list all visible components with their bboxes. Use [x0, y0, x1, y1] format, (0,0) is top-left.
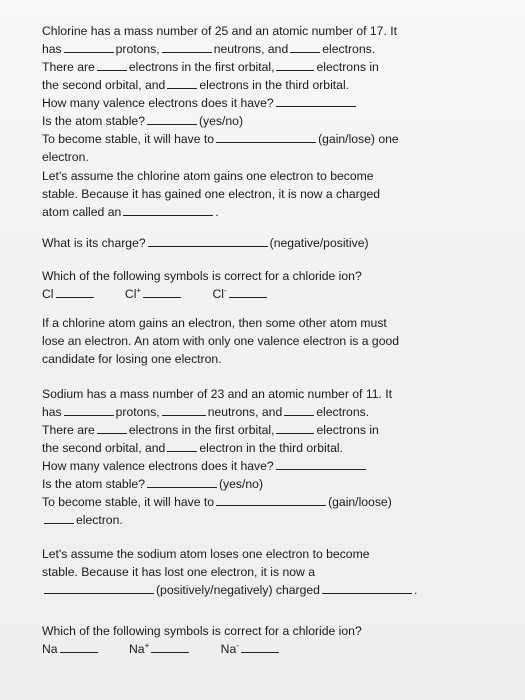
symbol-na-plus: Na [128, 642, 145, 656]
charge-direction-blank[interactable] [44, 582, 154, 594]
third-orbital-blank[interactable] [167, 440, 197, 452]
chlorine-become-stable-line [42, 130, 482, 148]
superscript: + [136, 285, 142, 295]
text: stable. Because it has lost one electron, it is now a [42, 565, 316, 579]
sodium-third-orbital-line [42, 439, 482, 457]
text-line [42, 314, 482, 332]
first-orbital-blank[interactable] [97, 422, 127, 434]
second-orbital-blank[interactable] [276, 422, 314, 434]
chlorine-charge-question [42, 234, 482, 252]
text: protons, [115, 405, 160, 419]
electron-count-blank[interactable] [44, 512, 74, 524]
text: (gain/loose) [328, 495, 392, 509]
text: To become stable, it will have to [42, 495, 215, 509]
neutrons-blank[interactable] [162, 404, 206, 416]
text-line [42, 350, 482, 368]
symbol-na-blank[interactable] [60, 641, 98, 653]
text: (negative/positive) [269, 236, 369, 250]
text: electron in the third orbital. [199, 441, 343, 455]
text: protons, [115, 42, 160, 56]
text-line [42, 185, 482, 203]
electrons-blank[interactable] [284, 404, 314, 416]
ion-blank[interactable] [322, 582, 412, 594]
chlorine-questions [42, 22, 482, 166]
text: electron. [76, 513, 123, 527]
text: Chlorine has a mass number of 25 and an atomic number of 17. It [42, 24, 397, 38]
symbol-options [42, 285, 482, 303]
sodium-orbital-line [42, 421, 482, 439]
text-line [42, 563, 482, 581]
sodium-intro [42, 385, 482, 403]
text: Is the atom stable? [42, 114, 145, 128]
chlorine-gains-electron [42, 167, 482, 221]
neutrons-blank[interactable] [162, 41, 212, 53]
text: Let's assume the chlorine atom gains one electron to become [42, 169, 374, 183]
text-line: atom called an . [42, 205, 219, 219]
text: Let's assume the sodium atom loses one electron to become [42, 547, 370, 561]
text: Is the atom stable? [42, 477, 145, 491]
text-line [42, 267, 482, 285]
gain-lose-blank[interactable] [216, 494, 326, 506]
text: Which of the following symbols is correct for a chloride ion? [42, 624, 362, 638]
symbol-na-minus: Na [220, 642, 237, 656]
chlorine-intro [42, 22, 482, 40]
text: (gain/lose) one [318, 132, 399, 146]
text: (positively/negatively) charged [156, 583, 320, 597]
chlorine-electron-line [42, 148, 482, 166]
first-orbital-blank[interactable] [97, 59, 127, 71]
sodium-stable-line [42, 475, 482, 493]
text: How many valence electrons does it have? [42, 459, 274, 473]
text: electrons in the first orbital, [128, 423, 275, 437]
symbol-na-plus-blank[interactable] [151, 641, 189, 653]
text: To become stable, it will have to [42, 132, 215, 146]
ion-blank[interactable] [123, 204, 213, 216]
text-line [42, 545, 482, 563]
third-orbital-blank[interactable] [167, 77, 197, 89]
superscript: + [144, 640, 150, 650]
text: (yes/no) [218, 477, 264, 491]
text-line [42, 234, 482, 252]
chlorine-particles-line [42, 40, 482, 58]
symbol-cl: Cl [42, 287, 54, 301]
symbol-na: Na [42, 642, 58, 656]
sodium-symbol-question [42, 622, 482, 658]
valence-blank[interactable] [276, 95, 356, 107]
stable-blank[interactable] [147, 113, 197, 125]
protons-blank[interactable] [64, 404, 114, 416]
text: electrons in the third orbital. [199, 78, 350, 92]
superscript: - [236, 640, 239, 650]
text: atom called an [42, 205, 122, 219]
chloride-symbol-question [42, 267, 482, 303]
electrons-blank[interactable] [290, 41, 320, 53]
chlorine-stable-line [42, 112, 482, 130]
stable-blank[interactable] [147, 476, 217, 488]
text: stable. Because it has gained one electron, it is now a charged [42, 187, 381, 201]
second-orbital-blank[interactable] [276, 59, 314, 71]
sodium-become-stable-line [42, 493, 482, 511]
superscript: - [224, 285, 227, 295]
sodium-questions [42, 385, 482, 529]
electron-transfer-paragraph [42, 314, 482, 368]
sodium-loses-electron [42, 545, 482, 599]
text: electrons. [316, 405, 370, 419]
text: (yes/no) [198, 114, 244, 128]
text: electrons in [316, 60, 379, 74]
symbol-cl-minus: Cl [212, 287, 224, 301]
text: What is its charge? [42, 236, 146, 250]
text: electron. [42, 150, 89, 164]
text: electrons in the first orbital, [128, 60, 275, 74]
text: neutrons, and [207, 405, 283, 419]
text: Sodium has a mass number of 23 and an atomic number of 11. It [42, 387, 393, 401]
symbol-na-minus-blank[interactable] [241, 641, 279, 653]
text: the second orbital, and [42, 441, 166, 455]
text: If a chlorine atom gains an electron, then some other atom must [42, 316, 387, 330]
chlorine-orbital-line [42, 58, 482, 76]
text: There are [42, 60, 95, 74]
text: How many valence electrons does it have? [42, 96, 274, 110]
text-line: (positively/negatively) charged . [42, 581, 482, 599]
gain-lose-blank[interactable] [216, 131, 316, 143]
text-line [42, 167, 482, 185]
text: Which of the following symbols is correct for a chloride ion? [42, 269, 362, 283]
charge-blank[interactable] [148, 235, 268, 247]
chlorine-valence-line [42, 94, 482, 112]
text: There are [42, 423, 95, 437]
text-line [42, 622, 482, 640]
symbol-cl-minus-blank[interactable] [229, 286, 267, 298]
symbol-cl-plus-blank[interactable] [143, 286, 181, 298]
sodium-electron-line [42, 511, 482, 529]
symbol-cl-blank[interactable] [56, 286, 94, 298]
text-line [42, 332, 482, 350]
text: neutrons, and [213, 42, 289, 56]
text: the second orbital, and [42, 78, 166, 92]
text: electrons in [316, 423, 379, 437]
symbol-cl-plus: Cl [124, 287, 137, 301]
symbol-options [42, 640, 482, 658]
sodium-particles-line [42, 403, 482, 421]
text: has [42, 405, 62, 419]
sodium-valence-line [42, 457, 482, 475]
text: candidate for losing one electron. [42, 352, 222, 366]
chlorine-third-orbital-line [42, 76, 482, 94]
text: electrons. [322, 42, 376, 56]
protons-blank[interactable] [64, 41, 114, 53]
text: lose an electron. An atom with only one valence electron is a good [42, 334, 400, 348]
valence-blank[interactable] [276, 458, 366, 470]
text: has [42, 42, 62, 56]
